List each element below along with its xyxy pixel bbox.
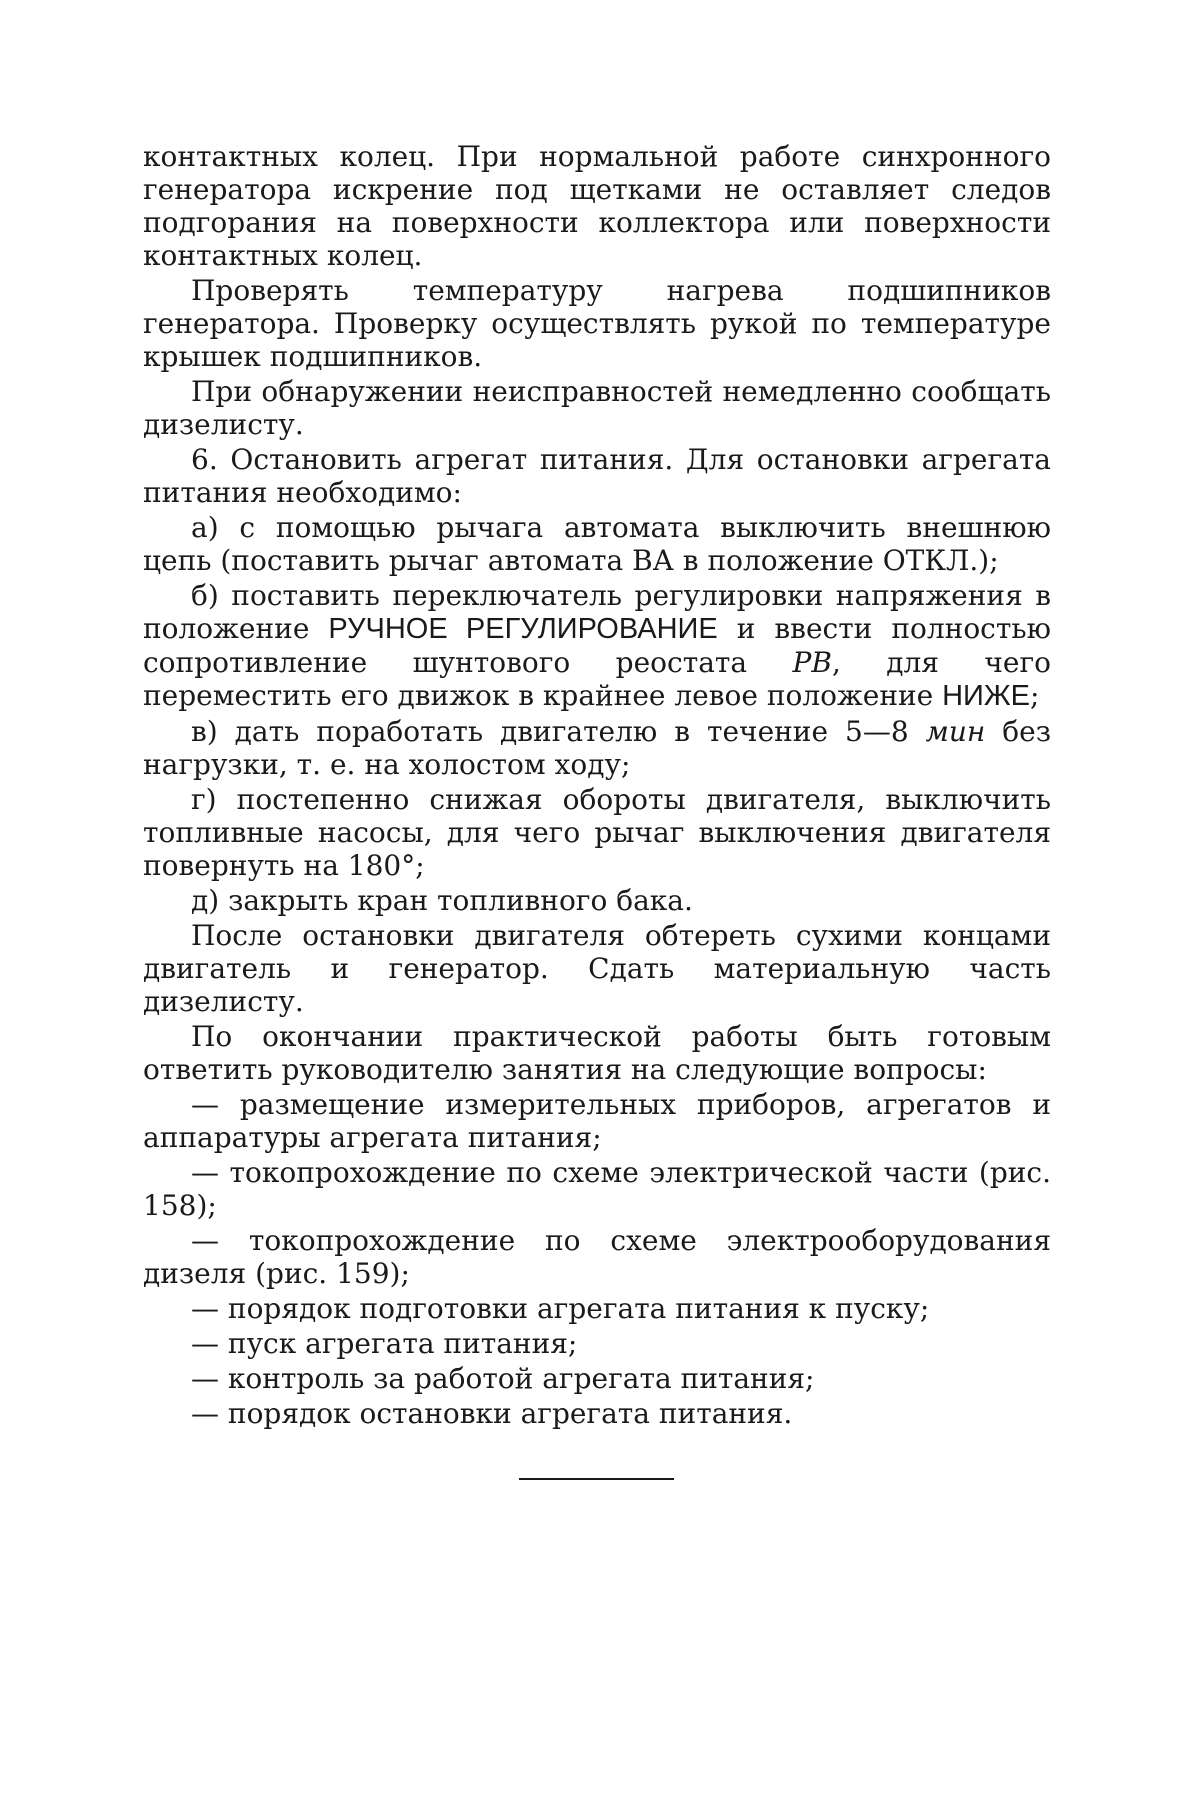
question-item: — контроль за работой агрегата питания; xyxy=(191,1362,815,1395)
paragraph-after-stop: После остановки двигателя обтереть сухими концами двигатель и генератор. Сдать материальную часть дизелисту. xyxy=(143,919,1051,1018)
list-item-b-text-4: ; xyxy=(1030,679,1040,712)
question-item: — размещение измерительных приборов, агрегатов и аппаратуры агрегата питания; xyxy=(143,1088,1051,1154)
question-item: — порядок остановки агрегата питания. xyxy=(191,1397,793,1430)
mode-label-manual: РУЧНОЕ РЕГУЛИРОВАНИЕ xyxy=(328,613,718,645)
question-item: — токопрохождение по схеме электрической части (рис. 158); xyxy=(143,1156,1051,1222)
paragraph-bearing-temperature: Проверять температуру нагрева подшипников генератора. Проверку осуществлять рукой по температуре крышек подшипников. xyxy=(143,274,1051,373)
list-item-a: а) с помощью рычага автомата выключить внешнюю цепь (поставить рычаг автомата ВА в положение ОТКЛ.); xyxy=(143,511,1051,577)
list-item-g: г) постепенно снижая обороты двигателя, выключить топливные насосы, для чего рычаг выключения двигателя повернуть на 180°; xyxy=(143,783,1051,882)
position-label-lower: НИЖЕ xyxy=(942,680,1031,712)
list-item-v-text-1: в) дать поработать двигателю в течение 5—8 xyxy=(191,715,926,748)
paragraph-step-6: 6. Остановить агрегат питания. Для остановки агрегата питания необходимо: xyxy=(143,443,1051,509)
list-item-v xyxy=(143,715,1051,781)
list-item-d: д) закрыть кран топливного бака. xyxy=(191,884,693,917)
question-item: — пуск агрегата питания; xyxy=(191,1327,578,1360)
end-divider xyxy=(519,1478,674,1480)
page-body xyxy=(143,140,1051,1432)
list-item-b-text-1: б) поставить переключатель регулировки напряжения в положение xyxy=(143,579,1051,645)
list-item-b-text-2: и ввести полностью сопротивление шунтового реостата xyxy=(143,612,1051,679)
rheostat-symbol: РВ xyxy=(792,646,832,679)
paragraph-questions-intro: По окончании практической работы быть готовым ответить руководителю занятия на следующие вопросы: xyxy=(143,1020,1051,1086)
list-item-v-text-2: без нагрузки, т. е. на холостом ходу; xyxy=(143,715,1051,781)
paragraph-report-faults: При обнаружении неисправностей немедленно сообщать дизелисту. xyxy=(143,375,1051,441)
question-item: — порядок подготовки агрегата питания к пуску; xyxy=(191,1292,930,1325)
list-item-b-text-3: , для чего переместить его движок в крайнее левое положение xyxy=(143,646,1051,712)
list-item-b xyxy=(143,579,1051,713)
unit-minutes: мин xyxy=(925,715,986,748)
question-item: — токопрохождение по схеме электрооборудования дизеля (рис. 159); xyxy=(143,1224,1051,1290)
paragraph-contact-rings: контактных колец. При нормальной работе синхронного генератора искрение под щетками не оставляет следов подгорания на поверхности коллектора или поверхности контактных колец. xyxy=(143,140,1051,272)
